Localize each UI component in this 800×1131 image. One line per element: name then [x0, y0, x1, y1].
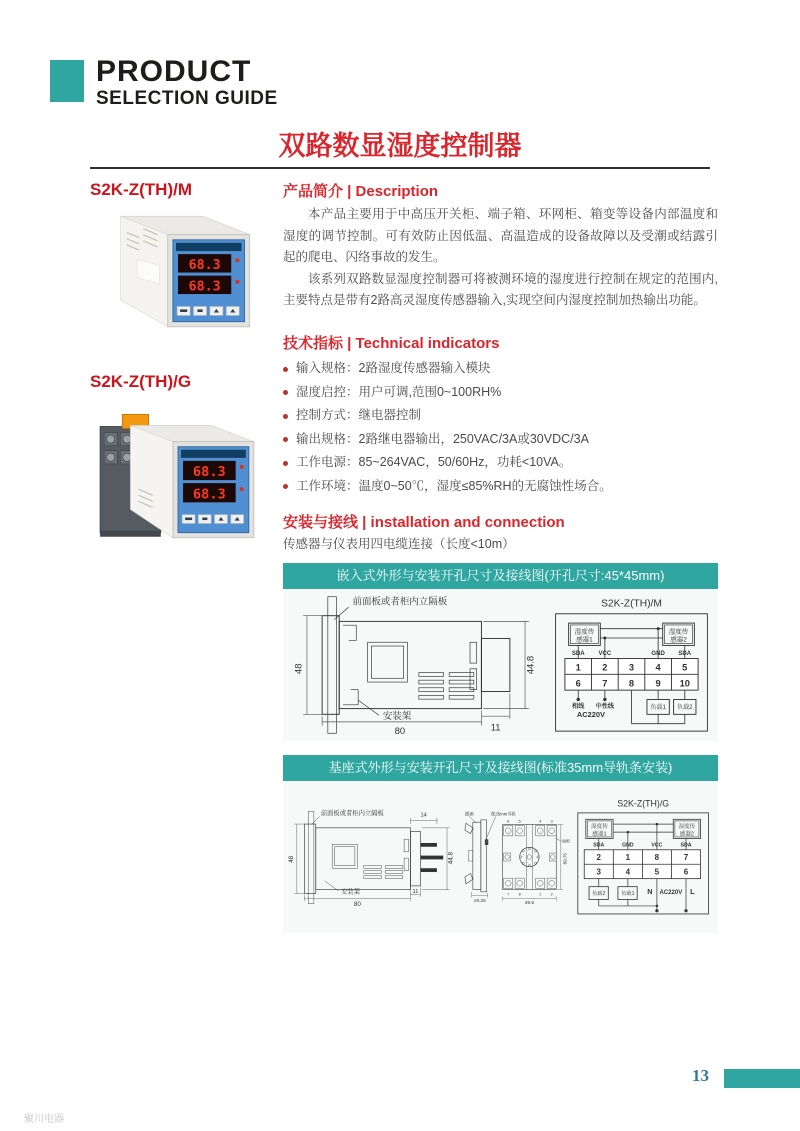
indicator-led-1	[235, 258, 239, 262]
phase-label: 相线	[572, 703, 585, 710]
socket-pin-numbers	[508, 820, 553, 897]
svg-text:6: 6	[575, 678, 581, 689]
description-paragraph-2: 该系列双路数显湿度控制器可将被测环境的湿度进行控制在规定的范围内,主要特点是带有2路高灵湿度传感器输入,实现空间内湿度控制加热输出功能。	[283, 271, 718, 307]
rear-block	[410, 831, 420, 885]
brand-title: PRODUCT	[96, 55, 252, 88]
dim-flange: 11	[412, 888, 419, 895]
panel-base-mount	[283, 755, 718, 933]
faceplate-label: 面板	[562, 838, 571, 844]
svg-text:4: 4	[539, 819, 542, 824]
installation-heading: 安装与接线 | installation and connection	[283, 514, 565, 531]
installation-note: 传感器与仪表用四电缆连接（长度<10m）	[283, 537, 515, 551]
clip-top	[465, 823, 473, 833]
description-heading: 产品简介 | Description	[283, 183, 439, 200]
connector-pins	[421, 842, 444, 871]
indicators-list	[283, 357, 718, 498]
device-body-outline	[316, 827, 411, 889]
terminals-bottom	[504, 878, 557, 888]
inner-module	[368, 642, 408, 682]
sensor1-line2: 感器1	[591, 831, 607, 838]
sensor2-line2: 感器2	[679, 831, 694, 838]
svg-text:1: 1	[539, 892, 542, 897]
dim-rear-height: 44.8	[525, 655, 537, 675]
sensor1-line1: 湿度传	[590, 824, 608, 831]
page-number: 13	[692, 1066, 709, 1085]
title-divider	[90, 167, 710, 169]
wiring-title: S2K-Z(TH)/M	[601, 598, 662, 610]
spec-item: 工作电源：85~264VAC，50/60Hz，功耗<10VA。	[283, 451, 718, 475]
clip-bottom	[465, 874, 473, 884]
svg-text:10: 10	[679, 678, 690, 689]
svg-text:1: 1	[575, 662, 581, 673]
svg-text:2: 2	[596, 853, 601, 863]
panel-header-strip	[176, 243, 242, 251]
device-body	[121, 216, 250, 327]
device-body	[130, 425, 253, 537]
socket-front-view	[503, 820, 570, 906]
svg-text:5: 5	[682, 662, 688, 673]
pin-label-sda2: SDA	[680, 842, 692, 849]
vent-grid	[364, 865, 403, 878]
neutral-terminal-label: N	[646, 886, 653, 896]
product-photo-panel-mount	[96, 206, 260, 334]
brand-block	[96, 57, 278, 108]
dim-face-width: 49.5	[525, 900, 535, 906]
dim-rear-height: 44.8	[447, 851, 455, 864]
svg-text:8: 8	[519, 892, 522, 897]
dim-face-height: 69.75	[562, 853, 568, 865]
watermark-text: 聚川电器	[24, 1114, 64, 1125]
pin-label-gnd: GND	[621, 842, 634, 849]
dim-height: 48	[293, 663, 305, 675]
svg-text:5: 5	[519, 819, 522, 824]
spec-item: 输入规格：2路湿度传感器输入模块	[283, 357, 718, 381]
brand-logo-square	[50, 60, 84, 102]
panel2-side-view-drawing	[288, 806, 458, 909]
model-name-panel-mount: S2K-Z(TH)/M	[90, 180, 192, 199]
dim-flange: 11	[490, 722, 501, 734]
bracket-label: 安装架	[341, 887, 360, 895]
svg-text:3: 3	[628, 662, 635, 673]
neutral-label: 中性线	[595, 703, 614, 710]
display-value-2: 68.3	[188, 279, 221, 295]
load1-label: 负载1	[650, 705, 666, 712]
page-number-bar	[724, 1069, 800, 1088]
load1-label: 负载1	[620, 891, 635, 898]
dim-depth: 80	[394, 726, 406, 738]
dimension-lines	[303, 616, 529, 726]
panel2-socket-drawings	[458, 808, 572, 906]
indicator-led-2	[235, 280, 239, 284]
spec-item: 工作环境：温度0~50℃，湿度≤85%RH的无腐蚀性场合。	[283, 475, 718, 499]
pin-label-sda1: SDA	[571, 650, 585, 657]
svg-text:6: 6	[507, 819, 510, 824]
svg-text:1: 1	[625, 853, 630, 863]
panel-header-strip	[181, 450, 246, 458]
panel2-content	[283, 781, 718, 933]
pin-label-sda1: SDA	[592, 842, 604, 849]
rail-notch	[485, 839, 488, 845]
svg-text:4: 4	[625, 867, 630, 877]
page-title: 双路数显湿度控制器	[278, 131, 522, 161]
svg-text:8: 8	[628, 678, 635, 689]
sensor2-line1: 湿度传	[678, 824, 695, 831]
load2-label: 负载2	[591, 891, 606, 898]
display-value-1: 68.3	[188, 257, 221, 273]
sensor2-line2: 感器2	[670, 636, 687, 644]
pin-label-vcc: VCC	[598, 650, 612, 657]
terminals-top	[504, 826, 557, 836]
cabinet-panel-hatch	[328, 597, 337, 734]
svg-text:3: 3	[596, 867, 601, 877]
svg-text:4: 4	[655, 662, 661, 673]
display-value-2: 68.3	[192, 486, 226, 503]
spec-item: 输出规格：2路继电器输出，250VAC/3A或30VDC/3A	[283, 428, 718, 452]
svg-text:7: 7	[507, 892, 510, 897]
dim-depth: 80	[353, 900, 361, 908]
svg-text:7: 7	[683, 853, 688, 863]
svg-text:3: 3	[551, 819, 554, 824]
svg-text:5: 5	[654, 867, 659, 877]
panel1-content	[283, 589, 718, 741]
svg-text:9: 9	[655, 678, 661, 689]
sensor2-line1: 湿度传	[668, 628, 689, 636]
bracket-bottom	[343, 690, 358, 705]
line-terminal-label: L	[689, 886, 695, 896]
description-paragraphs	[283, 204, 718, 312]
center-hub	[520, 847, 539, 866]
brand-subtitle: SELECTION GUIDE	[96, 88, 278, 109]
indicator-led-1	[240, 465, 244, 469]
sensor1-line1: 湿度传	[574, 628, 595, 636]
pin-label-sda2: SDA	[678, 650, 692, 657]
panel2-banner: 基座式外形与安装开孔尺寸及接线图(标准35mm导轨条安装)	[283, 755, 718, 781]
indicator-led-2	[240, 487, 244, 491]
description-paragraph-1: 本产品主要用于中高压开关柜、端子箱、环网柜、箱变等设备内部温度和湿度的调节控制。可有效防止因低温、高温造成的设备故障以及受潮或结露引起的爬电、闪络事故的发生。	[283, 207, 718, 264]
panel-label: 前面板或者柜内立隔板	[352, 596, 448, 608]
svg-text:6: 6	[683, 867, 688, 877]
rail-label: 配35mm导轨	[491, 811, 517, 817]
panel1-side-view-drawing	[288, 592, 544, 738]
pin-label-gnd: GND	[651, 650, 665, 657]
spec-item: 湿度启控：用户可调,范围0~100RH%	[283, 381, 718, 405]
dim-height: 48	[288, 855, 296, 863]
svg-text:7: 7	[602, 678, 608, 689]
bracket-label: 安装架	[382, 711, 412, 723]
svg-text:8: 8	[654, 853, 659, 863]
vent-grid	[419, 673, 474, 700]
panel1-banner: 嵌入式外形与安装开孔尺寸及接线图(开孔尺寸:45*45mm)	[283, 563, 718, 589]
model-name-base-mount: S2K-Z(TH)/G	[90, 372, 192, 391]
svg-text:2: 2	[551, 892, 554, 897]
cabinet-panel-hatch	[308, 811, 314, 903]
rear-block	[481, 638, 509, 691]
load2-label: 负载2	[677, 705, 693, 712]
panel2-wiring-diagram	[573, 795, 713, 919]
bracket-top	[343, 625, 356, 640]
dim-top: 14	[420, 811, 427, 818]
spec-item: 控制方式：继电器控制	[283, 404, 718, 428]
pin-label-vcc: VCC	[651, 842, 663, 849]
product-photo-base-mount	[92, 396, 264, 548]
display-value-1: 68.3	[192, 464, 226, 481]
inner-module	[332, 844, 357, 868]
power-label: AC220V	[576, 710, 606, 720]
svg-text:2: 2	[602, 662, 608, 673]
power-label: AC220V	[659, 889, 682, 896]
sensor1-line2: 感器1	[576, 636, 593, 644]
indicators-heading: 技术指标 | Technical indicators	[283, 335, 500, 352]
socket-label: 插座	[465, 811, 475, 817]
dim-socket-width: 19.25	[474, 899, 487, 905]
socket-side-view	[465, 820, 488, 904]
panel-flush-mount	[283, 563, 718, 741]
wiring-title: S2K-Z(TH)/G	[616, 798, 669, 809]
panel1-wiring-diagram	[550, 595, 713, 735]
panel-label: 前面板或者柜内立隔板	[320, 809, 384, 817]
